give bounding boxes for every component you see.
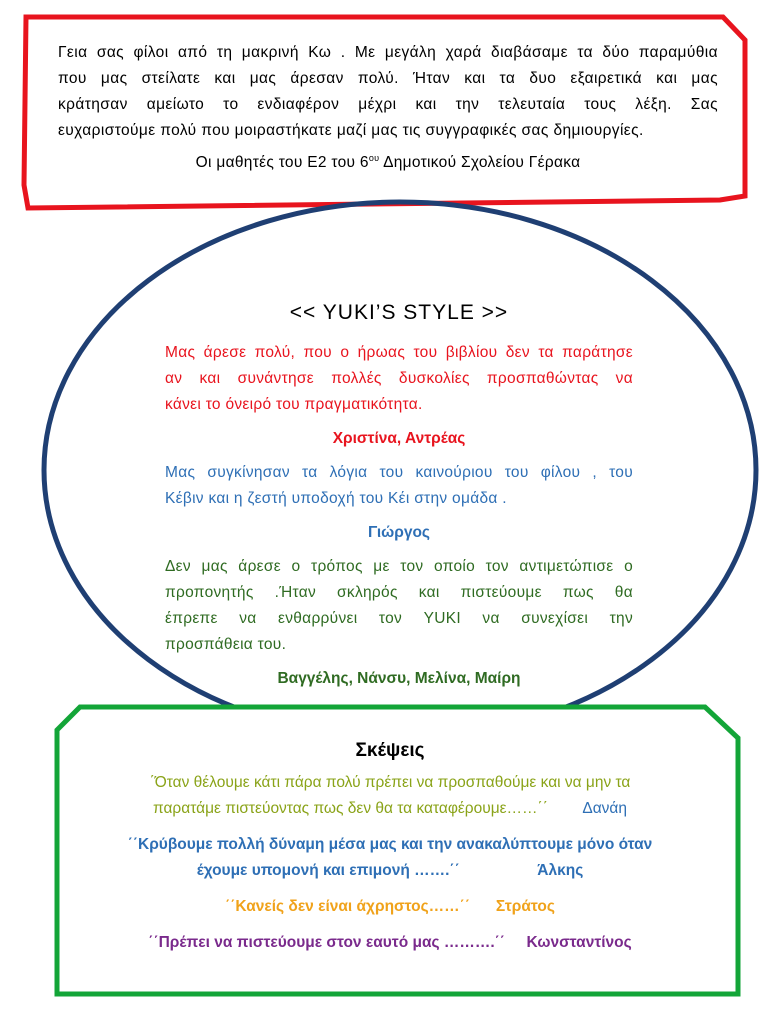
signature-pre: Οι μαθητές του Ε2 του 6 bbox=[195, 154, 369, 171]
quote-3-author: Στράτος bbox=[495, 898, 555, 915]
review-paragraph-3 bbox=[165, 554, 633, 658]
review-paragraph-2 bbox=[165, 460, 633, 512]
quote-4 bbox=[90, 930, 690, 956]
review-author-2: Γιώργος bbox=[368, 524, 430, 541]
quote-1-line-2 bbox=[90, 796, 690, 822]
review-p1-line: κάνει το όνειρό του πραγματικότητα. bbox=[165, 396, 423, 413]
review-content bbox=[165, 300, 633, 700]
quote-4-text: ΄΄Πρέπει να πιστεύουμε στον εαυτό μας ……….΄΄ bbox=[148, 934, 505, 951]
quote-3-text: ΄΄Κανείς δεν είναι άχρηστος……΄΄ bbox=[225, 898, 470, 915]
quote-2-line-2 bbox=[90, 858, 690, 884]
quote-3 bbox=[90, 894, 690, 920]
signature-sup: ου bbox=[368, 152, 380, 163]
review-author-1: Χριστίνα, Αντρέας bbox=[332, 430, 466, 447]
review-p3-line: προπονητής .Ήταν σκληρός και πιστεύουμε πως θα bbox=[165, 584, 633, 601]
letter-line-4: ευχαριστούμε πολύ που μοιραστήκατε μαζί μας τις συγγραφικές σας δημιουργίες. bbox=[58, 122, 644, 139]
review-paragraph-1 bbox=[165, 340, 633, 418]
review-author-3: Βαγγέλης, Νάνσυ, Μελίνα, Μαίρη bbox=[277, 670, 521, 687]
review-p2-line: Μας συγκίνησαν τα λόγια του καινούριου του φίλου , του bbox=[165, 464, 633, 481]
quote-1-text-end: παρατάμε πιστεύοντας πως δεν θα τα καταφέρουμε……΄΄ bbox=[153, 800, 548, 817]
letter-line-1: Γεια σας φίλοι από τη μακρινή Κω . Με μεγάλη χαρά διαβάσαμε τα δύο παραμύθια bbox=[58, 44, 718, 61]
quote-2-text-end: έχουμε υπομονή και επιμονή …….΄΄ bbox=[196, 862, 460, 879]
review-p2-line: Κέβιν και η ζεστή υποδοχή του Κέι στην ομάδα . bbox=[165, 490, 507, 507]
thoughts-content bbox=[90, 738, 690, 966]
letter-signature bbox=[58, 150, 718, 176]
quote-2 bbox=[90, 832, 690, 884]
quote-1-line-1: ΄Όταν θέλουμε κάτι πάρα πολύ πρέπει να προσπαθούμε και να μην τα bbox=[149, 774, 631, 791]
letter-text bbox=[58, 40, 718, 176]
review-p1-line: αν και συνάντησε πολλές δυσκολίες προσπαθώντας να bbox=[165, 370, 633, 387]
review-p1-line: Μας άρεσε πολύ, που ο ήρωας του βιβλίου δεν τα παράτησε bbox=[165, 344, 633, 361]
review-title: << YUKI’S STYLE >> bbox=[289, 301, 509, 324]
quote-2-author: Άλκης bbox=[537, 862, 584, 879]
letter-line-2: που μας στείλατε και μας άρεσαν πολύ. Ήταν και τα δυο εξαιρετικά και μας bbox=[58, 70, 718, 87]
thoughts-heading: Σκέψεις bbox=[355, 740, 425, 761]
quote-4-author: Κωνσταντίνος bbox=[526, 934, 632, 951]
signature-post: Δημοτικού Σχολείου Γέρακα bbox=[379, 154, 581, 171]
review-p3-line: Δεν μας άρεσε ο τρόπος με τον οποίο τον αντιμετώπισε ο bbox=[165, 558, 633, 575]
letter-line-3: κράτησαν αμείωτο το ενδιαφέρον μέχρι και την τελευταία τους λέξη. Σας bbox=[58, 96, 718, 113]
quote-1-author: Δανάη bbox=[582, 800, 627, 817]
review-p3-line: προσπάθεια του. bbox=[165, 636, 287, 653]
quote-1 bbox=[90, 770, 690, 822]
quote-2-line-1: ΄΄Κρύβουμε πολλή δύναμη μέσα μας και την ανακαλύπτουμε μόνο όταν bbox=[127, 836, 653, 853]
review-p3-line: έπρεπε να ενθαρρύνει τον YUKI να συνεχίσει την bbox=[165, 610, 633, 627]
